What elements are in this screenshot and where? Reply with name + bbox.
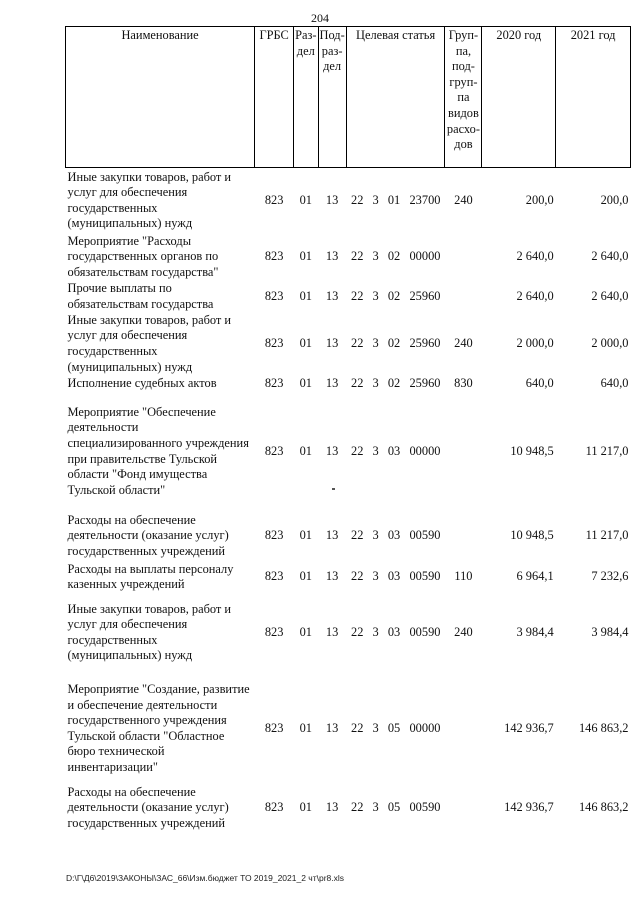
table-row [66,234,631,281]
grbs-cell: 823 [264,288,284,303]
target-article-measure-cell: 02 [387,336,401,351]
target-article-measure-cell: 01 [387,192,401,207]
razdel-cell: 01 [299,192,312,207]
expense-group-cell: 240 [454,192,473,207]
target-article-measure-cell: 05 [387,720,401,735]
amount-2020-cell: 200,0 [525,192,554,207]
amount-2020-cell: 2 640,0 [516,288,554,303]
expense-group-cell: 110 [454,569,473,584]
amount-2020-cell: 142 936,7 [504,720,554,735]
amount-2021-cell: 7 232,6 [591,569,629,584]
target-article-direction-cell: 00590 [409,800,441,815]
target-article-measure-cell: 02 [387,249,401,264]
amount-2020-cell: 142 936,7 [504,800,554,815]
amount-2021-cell: 146 863,2 [578,800,629,815]
amount-2020-cell: 6 964,1 [516,569,554,584]
name-cell: Расходы на обеспечение деятельности (оказание услуг) государственных учреждений [67,784,229,830]
grbs-cell: 823 [264,249,284,264]
target-article-direction-cell: 25960 [409,336,441,351]
podrazdel-cell: 13 [325,376,339,391]
name-cell: Мероприятие "Создание, развитие и обеспечение деятельности государственного учреждения Тульской области "Областное бюро технической инвентаризации" [67,681,250,774]
amount-2020-cell: 10 948,5 [510,443,554,458]
podrazdel-cell: 13 [325,443,339,458]
grbs-cell: 823 [264,800,284,815]
amount-2020-cell: 640,0 [525,376,554,391]
target-article-program-cell: 22 [351,528,364,543]
target-article-direction-cell: 00590 [409,528,441,543]
target-article-direction-cell: 00000 [409,443,441,458]
target-article-program-cell: 22 [351,192,364,207]
target-article-program-cell: 22 [351,288,364,303]
name-cell: Мероприятие "Обеспечение деятельности специализированного учреждения при правительстве Тульской области "Фонд имущества Тульской области" [67,404,249,497]
scan-speck [332,488,335,490]
target-article-subprogram-cell: 3 [372,624,379,639]
target-article-direction-cell: 25960 [409,288,441,303]
grbs-cell: 823 [264,624,284,639]
target-article-subprogram-cell: 3 [372,569,379,584]
target-article-measure-cell: 05 [387,800,401,815]
header-2020: 2020 год [482,27,556,168]
razdel-cell: 01 [299,800,312,815]
target-article-subprogram-cell: 3 [372,192,379,207]
expense-group-cell [445,785,482,832]
podrazdel-cell: 13 [325,720,339,735]
header-grbs: ГРБС [255,27,294,168]
podrazdel-cell: 13 [325,800,339,815]
amount-2020-cell: 2 000,0 [516,336,554,351]
header-2021: 2021 год [556,27,631,168]
amount-2021-cell: 11 217,0 [585,443,629,458]
expense-group-cell: 240 [454,624,473,639]
target-article-subprogram-cell: 3 [372,528,379,543]
target-article-direction-cell: 00000 [409,249,441,264]
target-article-measure-cell: 03 [387,443,401,458]
target-article-program-cell: 22 [351,376,364,391]
target-article-direction-cell: 00590 [409,624,441,639]
podrazdel-cell: 13 [325,192,339,207]
table-body [66,168,631,832]
target-article-subprogram-cell: 3 [372,288,379,303]
razdel-cell: 01 [299,528,312,543]
podrazdel-cell: 13 [325,624,339,639]
table-row [66,593,631,673]
name-cell: Исполнение судебных актов [67,376,217,391]
target-article-subprogram-cell: 3 [372,720,379,735]
expense-group-cell [445,393,482,511]
amount-2021-cell: 2 640,0 [591,288,629,303]
target-article-measure-cell: 03 [387,624,401,639]
amount-2021-cell: 3 984,4 [591,624,629,639]
target-article-program-cell: 22 [351,443,364,458]
amount-2021-cell: 2 000,0 [591,336,629,351]
razdel-cell: 01 [299,288,312,303]
expense-group-cell [445,234,482,281]
razdel-cell: 01 [299,249,312,264]
header-target-article: Целевая статья [346,27,445,168]
target-article-measure-cell: 03 [387,569,401,584]
amount-2021-cell: 11 217,0 [585,528,629,543]
header-name: Наименование [66,27,255,168]
table-row [66,673,631,785]
grbs-cell: 823 [264,528,284,543]
file-path-footer: D:\Г\Д6\2019\ЗАКОНЫ\ЗАС_66\Изм.бюджет ТО 2019_2021_2 чт\pr8.xls [66,873,345,883]
target-article-program-cell: 22 [351,624,364,639]
grbs-cell: 823 [264,443,284,458]
header-razdel: Раз- дел [294,27,318,168]
name-cell: Иные закупки товаров, работ и услуг для обеспечения государственных (муниципальных) нужд [67,312,232,374]
table-row [66,281,631,313]
amount-2021-cell: 640,0 [600,376,629,391]
expense-group-cell: 240 [454,336,473,351]
target-article-subprogram-cell: 3 [372,800,379,815]
target-article-direction-cell: 00590 [409,569,441,584]
razdel-cell: 01 [299,569,312,584]
expense-group-cell [445,511,482,562]
target-article-subprogram-cell: 3 [372,443,379,458]
budget-table [65,26,631,832]
table-row [66,785,631,832]
name-cell: Прочие выплаты по обязательствам государства [67,280,214,311]
grbs-cell: 823 [264,376,284,391]
name-cell: Иные закупки товаров, работ и услуг для обеспечения государственных (муниципальных) нужд [67,601,232,663]
target-article-program-cell: 22 [351,336,364,351]
target-article-subprogram-cell: 3 [372,249,379,264]
table-row [66,313,631,376]
podrazdel-cell: 13 [325,528,339,543]
table-row [66,511,631,562]
name-cell: Расходы на выплаты персоналу казенных учреждений [67,561,234,592]
razdel-cell: 01 [299,624,312,639]
amount-2020-cell: 10 948,5 [510,528,554,543]
target-article-measure-cell: 02 [387,376,401,391]
expense-group-cell: 830 [454,376,473,391]
razdel-cell: 01 [299,336,312,351]
razdel-cell: 01 [299,376,312,391]
razdel-cell: 01 [299,720,312,735]
header-podrazdel: Под- раз- дел [318,27,346,168]
table-row [66,168,631,234]
amount-2020-cell: 3 984,4 [516,624,554,639]
podrazdel-cell: 13 [325,288,339,303]
target-article-direction-cell: 00000 [409,720,441,735]
amount-2021-cell: 146 863,2 [578,720,629,735]
table-row [66,562,631,593]
name-cell: Расходы на обеспечение деятельности (оказание услуг) государственных учреждений [67,512,229,558]
header-expense-group: Груп- па, под- груп- па видов расхо- дов [445,27,482,168]
amount-2021-cell: 2 640,0 [591,249,629,264]
podrazdel-cell: 13 [325,336,339,351]
table-row [66,393,631,511]
podrazdel-cell: 13 [325,249,339,264]
expense-group-cell [445,673,482,785]
target-article-subprogram-cell: 3 [372,336,379,351]
razdel-cell: 01 [299,443,312,458]
grbs-cell: 823 [264,192,284,207]
target-article-program-cell: 22 [351,720,364,735]
page-number: 204 [311,11,329,25]
podrazdel-cell: 13 [325,569,339,584]
target-article-program-cell: 22 [351,800,364,815]
target-article-measure-cell: 03 [387,528,401,543]
grbs-cell: 823 [264,336,284,351]
target-article-program-cell: 22 [351,569,364,584]
table-header [66,27,631,168]
grbs-cell: 823 [264,569,284,584]
name-cell: Иные закупки товаров, работ и услуг для обеспечения государственных (муниципальных) нужд [67,169,232,231]
name-cell: Мероприятие "Расходы государственных органов по обязательствам государства" [67,233,219,279]
grbs-cell: 823 [264,720,284,735]
target-article-measure-cell: 02 [387,288,401,303]
target-article-program-cell: 22 [351,249,364,264]
table-row [66,376,631,393]
target-article-direction-cell: 25960 [409,376,441,391]
amount-2021-cell: 200,0 [600,192,629,207]
target-article-subprogram-cell: 3 [372,376,379,391]
expense-group-cell [445,281,482,313]
target-article-direction-cell: 23700 [409,192,441,207]
amount-2020-cell: 2 640,0 [516,249,554,264]
